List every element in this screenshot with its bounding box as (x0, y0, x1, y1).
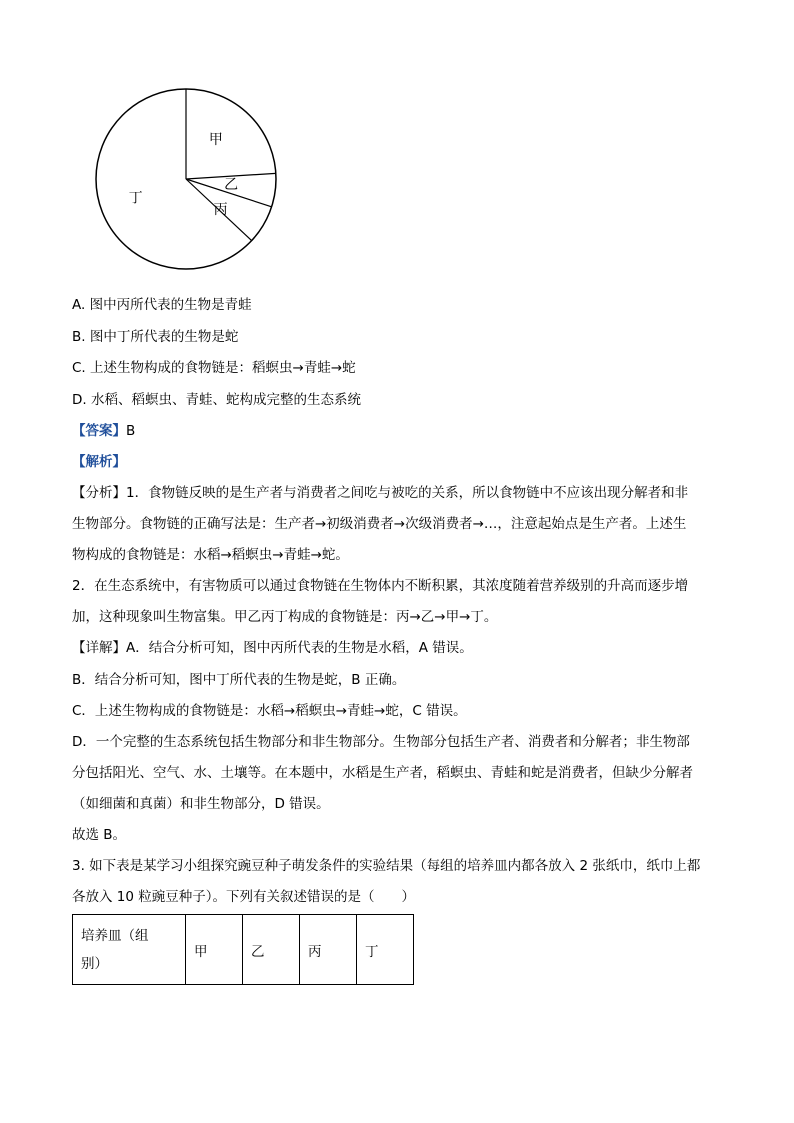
detail-tag: 【详解】 (72, 640, 126, 656)
option-c: C. 上述生物构成的食物链是：稻螟虫→青蛙→蛇 (72, 360, 356, 376)
analysis-tag: 【分析】 (72, 485, 126, 501)
table-cell-bing: 丙 (300, 915, 357, 985)
table-header-line-1: 培养皿（组 (81, 927, 149, 944)
conclusion: 故选 B。 (72, 827, 127, 843)
pie-slice-label: 甲 (208, 131, 223, 148)
detail-line-d2: 分包括阳光、空气、水、土壤等。在本题中，水稻是生产者，稻螟虫、青蛙和蛇是消费者，但缺少分解者 (72, 765, 693, 781)
analysis-line-1 (72, 483, 688, 503)
analysis-line-5: 加，这种现象叫生物富集。甲乙丙丁构成的食物链是：丙→乙→甲→丁。 (72, 609, 498, 625)
question3-line-1: 3. 如下表是某学习小组探究豌豆种子萌发条件的实验结果（每组的培养皿内都各放入 2 张纸巾，纸巾上都 (72, 858, 701, 874)
analysis-line-2: 生物部分。食物链的正确写法是：生产者→初级消费者→次级消费者→…，注意起始点是生产者。上述生 (72, 516, 687, 532)
option-d: D. 水稻、稻螟虫、青蛙、蛇构成完整的生态系统 (72, 392, 361, 408)
detail-line-d3: （如细菌和真菌）和非生物部分，D 错误。 (72, 796, 330, 812)
pie-slice-label: 丁 (128, 190, 143, 207)
analysis-text-1: 1．食物链反映的是生产者与消费者之间吃与被吃的关系，所以食物链中不应该出现分解者和非 (126, 485, 689, 501)
option-a: A. 图中丙所代表的生物是青蛙 (72, 297, 252, 313)
jiexi-heading (72, 452, 126, 472)
answer-line (72, 421, 135, 441)
answer-value: B (126, 423, 136, 439)
experiment-table (72, 914, 414, 985)
table-row (73, 915, 414, 985)
detail-a-text: A．结合分析可知，图中丙所代表的生物是水稻，A 错误。 (126, 640, 473, 656)
table-header-line-2: 别） (81, 955, 108, 972)
question3-line-2: 各放入 10 粒豌豆种子）。下列有关叙述错误的是（ ） (72, 889, 416, 905)
table-header-cell (73, 915, 186, 985)
detail-line-c: C．上述生物构成的食物链是：水稻→稻螟虫→青蛙→蛇，C 错误。 (72, 703, 467, 719)
analysis-line-3: 物构成的食物链是：水稻→稻螟虫→青蛙→蛇。 (72, 547, 349, 563)
table-cell-jia: 甲 (186, 915, 243, 985)
pie-chart (92, 82, 282, 272)
pie-slice-label: 丙 (213, 202, 228, 219)
pie-slice-label: 乙 (224, 177, 239, 194)
table-cell-yi: 乙 (243, 915, 300, 985)
analysis-line-4: 2．在生态系统中，有害物质可以通过食物链在生物体内不断积累，其浓度随着营养级别的升高而逐步增 (72, 578, 689, 594)
option-b: B. 图中丁所代表的生物是蛇 (72, 329, 239, 345)
answer-tag: 【答案】 (72, 423, 126, 439)
detail-line-d1: D．一个完整的生态系统包括生物部分和非生物部分。生物部分包括生产者、消费者和分解者；非生物部 (72, 734, 690, 750)
detail-line-a (72, 638, 473, 658)
table-cell-ding: 丁 (357, 915, 414, 985)
jiexi-tag: 【解析】 (72, 454, 126, 470)
detail-line-b: B．结合分析可知，图中丁所代表的生物是蛇，B 正确。 (72, 672, 406, 688)
